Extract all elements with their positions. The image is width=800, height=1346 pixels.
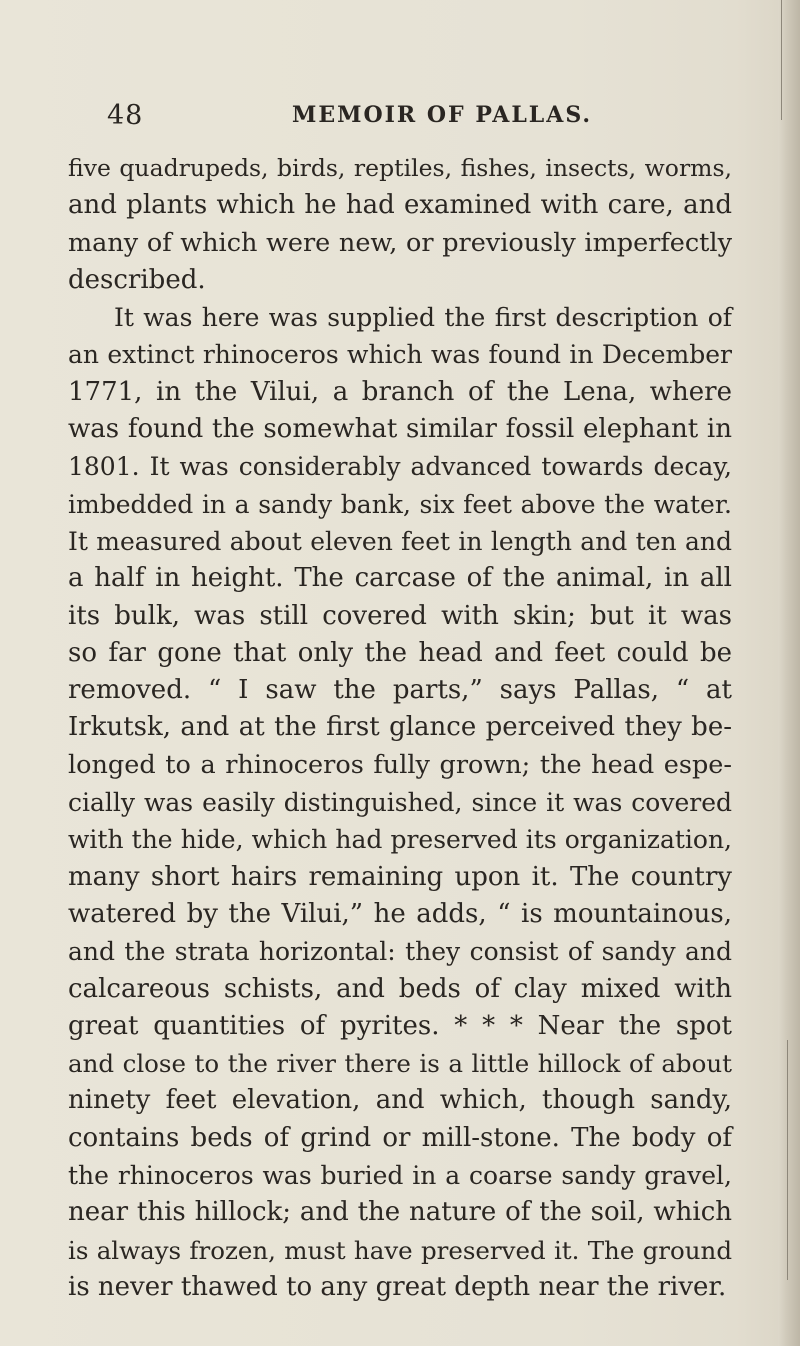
page-edge-line	[787, 1040, 788, 1280]
text-line: its bulk, was still covered with skin; but it was	[68, 600, 732, 631]
text-line: many short hairs remaining upon it. The country	[68, 861, 732, 892]
text-line: is always frozen, must have preserved it. The ground	[68, 1235, 732, 1265]
text-line: longed to a rhinoceros fully grown; the head espe-	[68, 749, 732, 780]
page-edge	[778, 0, 800, 1346]
text-line: imbedded in a sandy bank, six feet above the water.	[68, 489, 732, 519]
page-number: 48	[107, 100, 144, 131]
text-line: contains beds of grind or mill-stone. The body of	[68, 1122, 732, 1153]
text-line: removed. “ I saw the parts,” says Pallas, “ at	[68, 675, 732, 706]
text-line: cially was easily distinguished, since it was covered	[68, 788, 732, 818]
paragraph-start-line: It was here was supplied the first description of	[114, 303, 732, 333]
text-line: It measured about eleven feet in length and ten and	[68, 526, 732, 556]
text-line: a half in height. The carcase of the animal, in all	[68, 563, 732, 594]
text-line: near this hillock; and the nature of the soil, which	[68, 1197, 732, 1228]
text-line: 1771, in the Vilui, a branch of the Lena, where	[68, 376, 732, 407]
running-title: MEMOIR OF PALLAS.	[292, 102, 593, 128]
text-line: great quantities of pyrites. * * * Near the spot	[68, 1010, 732, 1041]
text-line: with the hide, which had preserved its organization,	[68, 825, 732, 855]
text-line: 1801. It was considerably advanced towards decay,	[68, 452, 732, 482]
text-line: five quadrupeds, birds, reptiles, fishes, insects, worms,	[68, 154, 732, 182]
running-head	[0, 100, 800, 140]
text-line: and the strata horizontal: they consist of sandy and	[68, 937, 732, 967]
text-line: described.	[68, 264, 206, 295]
text-line: and plants which he had examined with care, and	[68, 190, 732, 221]
text-line: ninety feet elevation, and which, though sandy,	[68, 1085, 732, 1116]
text-line: many of which were new, or previously imperfectly	[68, 227, 732, 258]
text-line: an extinct rhinoceros which was found in December	[68, 340, 732, 370]
text-line: is never thawed to any great depth near the river.	[68, 1271, 727, 1302]
text-line: was found the somewhat similar fossil elephant in	[68, 414, 732, 445]
body-text	[68, 150, 732, 1306]
text-line: calcareous schists, and beds of clay mixed with	[68, 973, 732, 1004]
text-line: so far gone that only the head and feet could be	[68, 637, 732, 668]
text-line: watered by the Vilui,” he adds, “ is mountainous,	[68, 898, 732, 929]
text-line: and close to the river there is a little hillock of about	[68, 1049, 732, 1079]
text-line: the rhinoceros was buried in a coarse sandy gravel,	[68, 1161, 732, 1191]
text-line: Irkutsk, and at the first glance perceived they be-	[68, 712, 732, 743]
